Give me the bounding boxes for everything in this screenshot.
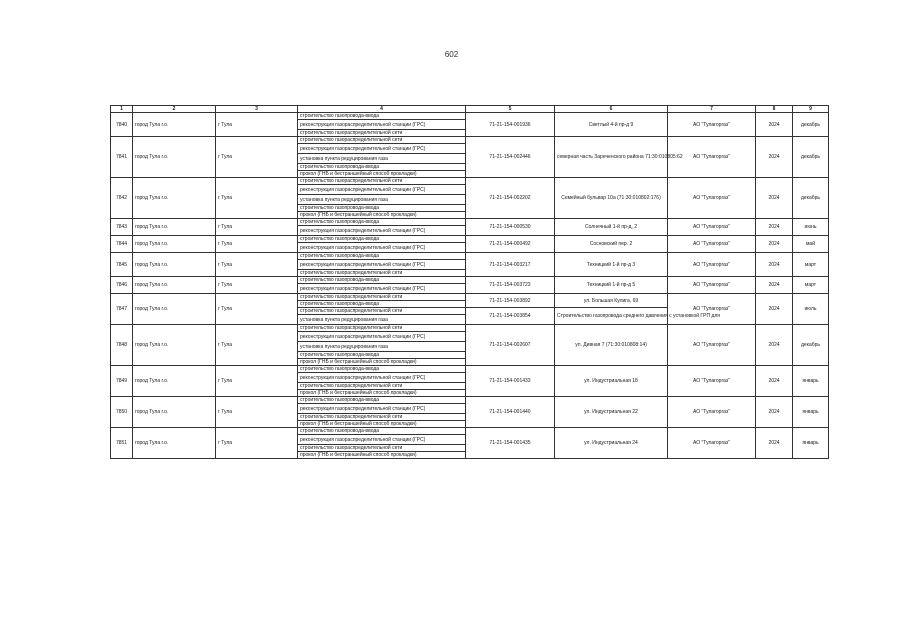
district-cell: город Тула г.о. xyxy=(133,137,216,178)
locality-cell: г Тула xyxy=(216,113,298,137)
month-cell: март xyxy=(793,277,829,294)
month-cell: декабрь xyxy=(793,113,829,137)
organization-cell: АО "Тулагоргаз" xyxy=(668,113,756,137)
work-type-cell: реконструкция газораспределительной станции (ГРС) xyxy=(298,404,466,414)
work-type-cell: строительство газораспределительной сети xyxy=(298,130,466,137)
work-type-cell: строительство газораспределительной сети xyxy=(298,178,466,185)
locality-cell: г Тула xyxy=(216,294,298,325)
year-cell: 2024 xyxy=(756,236,793,253)
work-type-cell: реконструкция газораспределительной станции (ГРС) xyxy=(298,260,466,270)
object-code-cell: 71-21-154-001936 xyxy=(466,113,555,137)
work-type-cell: прокол (ГНБ и бестраншейный способ прокладки) xyxy=(298,390,466,397)
work-type-cell: реконструкция газораспределительной станции (ГРС) xyxy=(298,435,466,445)
object-code-cell: 71-21-154-002446 xyxy=(466,137,555,178)
work-type-cell: реконструкция газораспределительной станции (ГРС) xyxy=(298,185,466,195)
locality-cell: г Тула xyxy=(216,277,298,294)
work-type-cell: строительство газопровода-ввода xyxy=(298,352,466,359)
work-type-cell: строительство газораспределительной сети xyxy=(298,445,466,452)
work-type-cell: строительство газораспределительной сети xyxy=(298,294,466,301)
district-cell: город Тула г.о. xyxy=(133,294,216,325)
registry-table xyxy=(110,105,829,459)
row-number: 7841 xyxy=(111,137,133,178)
address-cell: северная часть Зареченского района 71:30:010805:62 xyxy=(555,137,668,178)
year-cell: 2024 xyxy=(756,253,793,277)
address-cell: Сосновский пер. 2 xyxy=(555,236,668,253)
work-type-cell: реконструкция газораспределительной станции (ГРС) xyxy=(298,144,466,154)
table-row xyxy=(111,397,829,404)
year-cell: 2024 xyxy=(756,178,793,219)
row-number: 7845 xyxy=(111,253,133,277)
object-code-cell: 71-21-154-000492 xyxy=(466,236,555,253)
object-code-cell: 71-21-154-003217 xyxy=(466,253,555,277)
month-cell: январь xyxy=(793,366,829,397)
year-cell: 2024 xyxy=(756,277,793,294)
row-number: 7847 xyxy=(111,294,133,325)
organization-cell: АО "Тулагоргаз" xyxy=(668,236,756,253)
address-cell: Светлый 4-й пр-д 9 xyxy=(555,113,668,137)
col-header: 9 xyxy=(793,106,829,113)
district-cell: город Тула г.о. xyxy=(133,219,216,236)
month-cell: март xyxy=(793,253,829,277)
work-type-cell: прокол (ГНБ и бестраншейный способ прокладки) xyxy=(298,171,466,178)
work-type-cell: реконструкция газораспределительной станции (ГРС) xyxy=(298,332,466,342)
address-cell: ул. Индустриальная 18 xyxy=(555,366,668,397)
year-cell: 2024 xyxy=(756,325,793,366)
object-code-cell: 71-21-154-002607 xyxy=(466,325,555,366)
table-row xyxy=(111,253,829,260)
col-header: 5 xyxy=(466,106,555,113)
work-type-cell: строительство газопровода-ввода xyxy=(298,397,466,404)
row-number: 7843 xyxy=(111,219,133,236)
address-cell: Солнечный 1-й пр-д, 2 xyxy=(555,219,668,236)
work-type-cell: строительство газопровода-ввода xyxy=(298,301,466,308)
table-body xyxy=(111,113,829,459)
work-type-cell: установка пункта редуцирования газа xyxy=(298,154,466,164)
district-cell: город Тула г.о. xyxy=(133,253,216,277)
district-cell: город Тула г.о. xyxy=(133,178,216,219)
header-row xyxy=(111,106,829,113)
district-cell: город Тула г.о. xyxy=(133,366,216,397)
col-header: 1 xyxy=(111,106,133,113)
year-cell: 2024 xyxy=(756,428,793,459)
address-cell: Строительство газопровода среднего давления с установкой ГРП для xyxy=(555,308,668,325)
month-cell: декабрь xyxy=(793,137,829,178)
row-number: 7842 xyxy=(111,178,133,219)
month-cell: декабрь xyxy=(793,325,829,366)
year-cell: 2024 xyxy=(756,366,793,397)
organization-cell: АО "Тулагоргаз" xyxy=(668,219,756,236)
row-number: 7846 xyxy=(111,277,133,294)
object-code-cell: 71-21-154-001435 xyxy=(466,428,555,459)
work-type-cell: строительство газопровода-ввода xyxy=(298,236,466,243)
organization-cell: АО "Тулагоргаз" xyxy=(668,325,756,366)
organization-cell: АО "Тулагоргаз" xyxy=(668,277,756,294)
work-type-cell: строительство газопровода-ввода xyxy=(298,253,466,260)
row-number: 7849 xyxy=(111,366,133,397)
work-type-cell: реконструкция газораспределительной станции (ГРС) xyxy=(298,226,466,236)
locality-cell: г Тула xyxy=(216,325,298,366)
table-row xyxy=(111,366,829,373)
work-type-cell: строительство газораспределительной сети xyxy=(298,308,466,315)
address-cell: Техницкий 1-й пр-д 3 xyxy=(555,253,668,277)
work-type-cell: прокол (ГНБ и бестраншейный способ прокладки) xyxy=(298,212,466,219)
work-type-cell: реконструкция газораспределительной станции (ГРС) xyxy=(298,373,466,383)
work-type-cell: реконструкция газораспределительной станции (ГРС) xyxy=(298,120,466,130)
work-type-cell: строительство газопровода-ввода xyxy=(298,428,466,435)
table-row xyxy=(111,219,829,226)
month-cell: июль xyxy=(793,294,829,325)
year-cell: 2024 xyxy=(756,137,793,178)
year-cell: 2024 xyxy=(756,113,793,137)
col-header: 8 xyxy=(756,106,793,113)
month-cell: декабрь xyxy=(793,178,829,219)
work-type-cell: строительство газопровода-ввода xyxy=(298,366,466,373)
month-cell: май xyxy=(793,236,829,253)
address-cell: ул. Большая Кулига, 69 xyxy=(555,294,668,308)
object-code-cell: 71-21-154-003854 xyxy=(466,308,555,325)
table-row xyxy=(111,137,829,144)
work-type-cell: строительство газораспределительной сети xyxy=(298,383,466,390)
col-header: 3 xyxy=(216,106,298,113)
locality-cell: г Тула xyxy=(216,253,298,277)
address-cell: ул. Индустриальная 24 xyxy=(555,428,668,459)
work-type-cell: строительство газораспределительной сети xyxy=(298,137,466,144)
page-number: 602 xyxy=(444,50,459,59)
work-type-cell: прокол (ГНБ и бестраншейный способ прокладки) xyxy=(298,452,466,459)
district-cell: город Тула г.о. xyxy=(133,397,216,428)
work-type-cell: строительство газопровода-ввода xyxy=(298,164,466,171)
work-type-cell: строительство газопровода-ввода xyxy=(298,219,466,226)
col-header: 4 xyxy=(298,106,466,113)
work-type-cell: прокол (ГНБ и бестраншейный способ прокладки) xyxy=(298,359,466,366)
work-type-cell: строительство газораспределительной сети xyxy=(298,270,466,277)
locality-cell: г Тула xyxy=(216,219,298,236)
row-number: 7840 xyxy=(111,113,133,137)
table-row xyxy=(111,325,829,332)
object-code-cell: 71-21-154-003892 xyxy=(466,294,555,308)
organization-cell: АО "Тулагоргаз" xyxy=(668,178,756,219)
work-type-cell: установка пункта редуцирования газа xyxy=(298,315,466,325)
locality-cell: г Тула xyxy=(216,236,298,253)
address-cell: ул. Индустриальная 22 xyxy=(555,397,668,428)
work-type-cell: строительство газопровода-ввода xyxy=(298,277,466,284)
work-type-cell: реконструкция газораспределительной станции (ГРС) xyxy=(298,243,466,253)
district-cell: город Тула г.о. xyxy=(133,325,216,366)
year-cell: 2024 xyxy=(756,397,793,428)
locality-cell: г Тула xyxy=(216,428,298,459)
district-cell: город Тула г.о. xyxy=(133,113,216,137)
month-cell: июнь xyxy=(793,219,829,236)
table-row xyxy=(111,428,829,435)
district-cell: город Тула г.о. xyxy=(133,236,216,253)
organization-cell: АО "Тулагоргаз" xyxy=(668,137,756,178)
object-code-cell: 71-21-154-001433 xyxy=(466,366,555,397)
row-number: 7850 xyxy=(111,397,133,428)
organization-cell: АО "Тулагоргаз" xyxy=(668,253,756,277)
table-row xyxy=(111,277,829,284)
row-number: 7851 xyxy=(111,428,133,459)
work-type-cell: строительство газопровода-ввода xyxy=(298,113,466,120)
col-header: 2 xyxy=(133,106,216,113)
object-code-cell: 71-21-154-002202 xyxy=(466,178,555,219)
organization-cell: АО "Тулагоргаз" xyxy=(668,428,756,459)
work-type-cell: строительство газораспределительной сети xyxy=(298,414,466,421)
row-number: 7848 xyxy=(111,325,133,366)
work-type-cell: строительство газопровода-ввода xyxy=(298,205,466,212)
organization-cell: АО "Тулагоргаз" xyxy=(668,397,756,428)
object-code-cell: 71-21-154-003723 xyxy=(466,277,555,294)
district-cell: город Тула г.о. xyxy=(133,277,216,294)
table-row xyxy=(111,294,829,301)
object-code-cell: 71-21-154-000530 xyxy=(466,219,555,236)
address-cell: Техницкий 1-й пр-д 5 xyxy=(555,277,668,294)
work-type-cell: строительство газораспределительной сети xyxy=(298,325,466,332)
month-cell: январь xyxy=(793,428,829,459)
work-type-cell: прокол (ГНБ и бестраншейный способ прокладки) xyxy=(298,421,466,428)
year-cell: 2024 xyxy=(756,294,793,325)
district-cell: город Тула г.о. xyxy=(133,428,216,459)
col-header: 7 xyxy=(668,106,756,113)
locality-cell: г Тула xyxy=(216,397,298,428)
address-cell: Семейный бульвар 10а (71:30:010802:176) xyxy=(555,178,668,219)
table-row xyxy=(111,178,829,185)
locality-cell: г Тула xyxy=(216,366,298,397)
work-type-cell: установка пункта редуцирования газа xyxy=(298,342,466,352)
year-cell: 2024 xyxy=(756,219,793,236)
work-type-cell: реконструкция газораспределительной станции (ГРС) xyxy=(298,284,466,294)
address-cell: ул. Дивная 7 (71:30:010808:14) xyxy=(555,325,668,366)
table-row xyxy=(111,236,829,243)
object-code-cell: 71-21-154-001440 xyxy=(466,397,555,428)
col-header: 6 xyxy=(555,106,668,113)
organization-cell: АО "Тулагоргаз" xyxy=(668,294,756,325)
organization-cell: АО "Тулагоргаз" xyxy=(668,366,756,397)
work-type-cell: установка пункта редуцирования газа xyxy=(298,195,466,205)
table-row xyxy=(111,113,829,120)
locality-cell: г Тула xyxy=(216,137,298,178)
locality-cell: г Тула xyxy=(216,178,298,219)
month-cell: январь xyxy=(793,397,829,428)
row-number: 7844 xyxy=(111,236,133,253)
